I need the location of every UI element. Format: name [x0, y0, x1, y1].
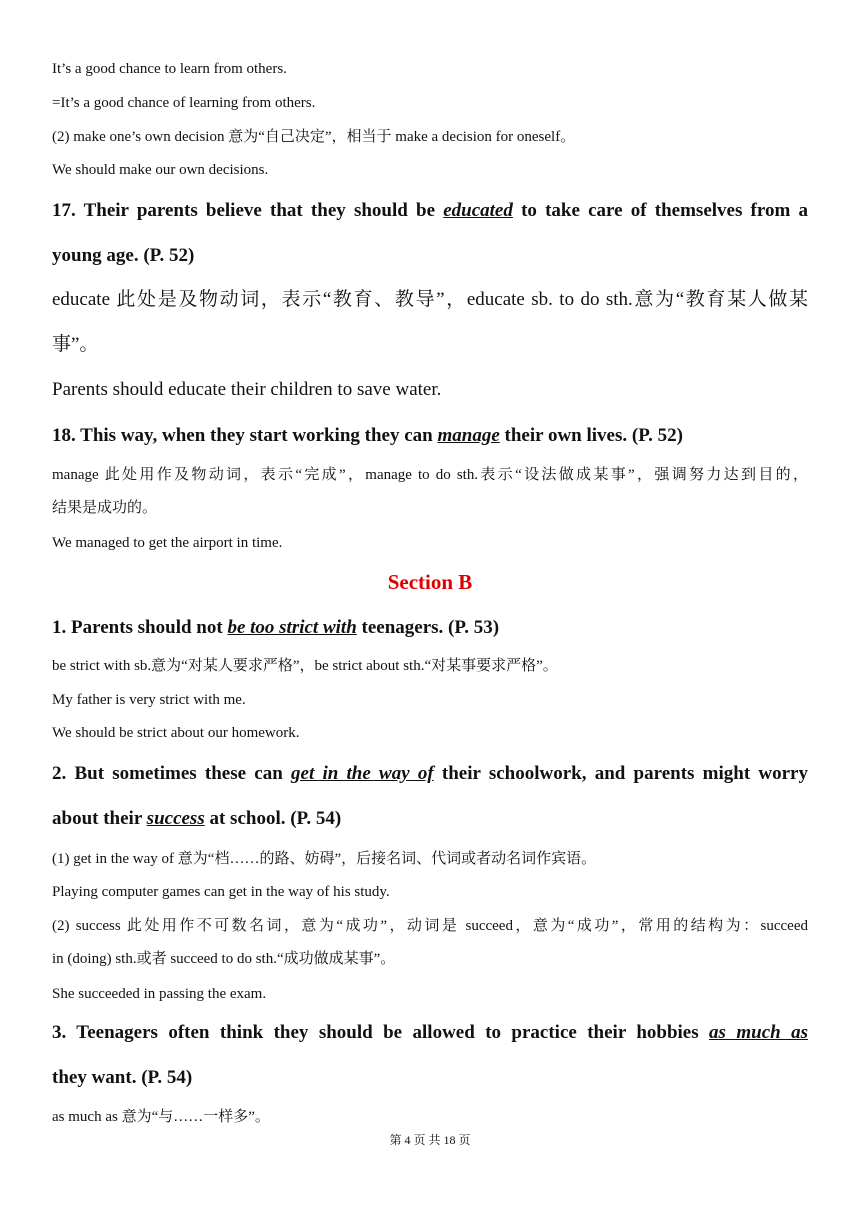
note-text: (2) success 此处用作不可数名词，意为“成功”，动词是 succeed，意为“成功”，常用的结构为：succeed [52, 918, 808, 934]
item-b1-heading: 1. Parents should not be too strict with teenagers. (P. 53) [52, 617, 500, 638]
note-text: as much as 意为“与……一样多”。 [52, 1109, 270, 1125]
example-sentence: We should be strict about our homework. [52, 725, 300, 741]
note-text: in (doing) sth.或者 succeed to do sth.“成功做成某事”。 [52, 951, 396, 967]
key-phrase: as much as [709, 1022, 808, 1043]
item-18-heading: 18. This way, when they start working they can manage their own lives. (P. 52) [52, 425, 683, 446]
note-text: educate 此处是及物动词，表示“教育、教导”，educate sb. to do sth.意为“教育某人做某 [52, 289, 808, 310]
example-sentence: Playing computer games can get in the way of his study. [52, 884, 390, 900]
note-text: 事”。 [52, 334, 99, 355]
key-phrase: get in the way of [291, 763, 434, 784]
item-17-heading-cont: young age. (P. 52) [52, 245, 195, 266]
item-b2-heading: 2. But sometimes these can get in the way of their schoolwork, and parents might worry [52, 763, 808, 784]
example-sentence: She succeeded in passing the exam. [52, 986, 267, 1002]
key-phrase: be too strict with [227, 617, 357, 638]
example-sentence: We managed to get the airport in time. [52, 535, 283, 551]
note-text: 结果是成功的。 [52, 500, 158, 516]
note-text: manage 此处用作及物动词，表示“完成”，manage to do sth.表示“设法做成某事”，强调努力达到目的， [52, 467, 808, 483]
key-phrase: educated [443, 200, 513, 221]
key-phrase: manage [437, 425, 500, 446]
example-sentence: =It’s a good chance of learning from others. [52, 95, 316, 111]
note-text: (1) get in the way of 意为“档……的路、妨碍”，后接名词、代词或者动名词作宾语。 [52, 851, 597, 867]
example-sentence: It’s a good chance to learn from others. [52, 61, 287, 77]
item-17-heading: 17. Their parents believe that they should be educated to take care of themselves from a [52, 200, 808, 221]
section-title: Section B [387, 570, 473, 594]
key-phrase: success [146, 808, 205, 829]
example-sentence: We should make our own decisions. [52, 162, 269, 178]
item-b2-heading-cont: about their success at school. (P. 54) [52, 808, 342, 829]
note-text: (2) make one’s own decision 意为“自己决定”，相当于 make a decision for oneself。 [52, 129, 576, 145]
example-sentence: My father is very strict with me. [52, 692, 246, 708]
item-b3-heading: 3. Teenagers often think they should be allowed to practice their hobbies as much as [52, 1022, 808, 1043]
example-sentence: Parents should educate their children to save water. [52, 379, 442, 400]
note-text: be strict with sb.意为“对某人要求严格”，be strict about sth.“对某事要求严格”。 [52, 658, 558, 674]
page-footer: 第 4 页 共 18 页 [389, 1133, 471, 1147]
item-b3-heading-cont: they want. (P. 54) [52, 1067, 193, 1088]
